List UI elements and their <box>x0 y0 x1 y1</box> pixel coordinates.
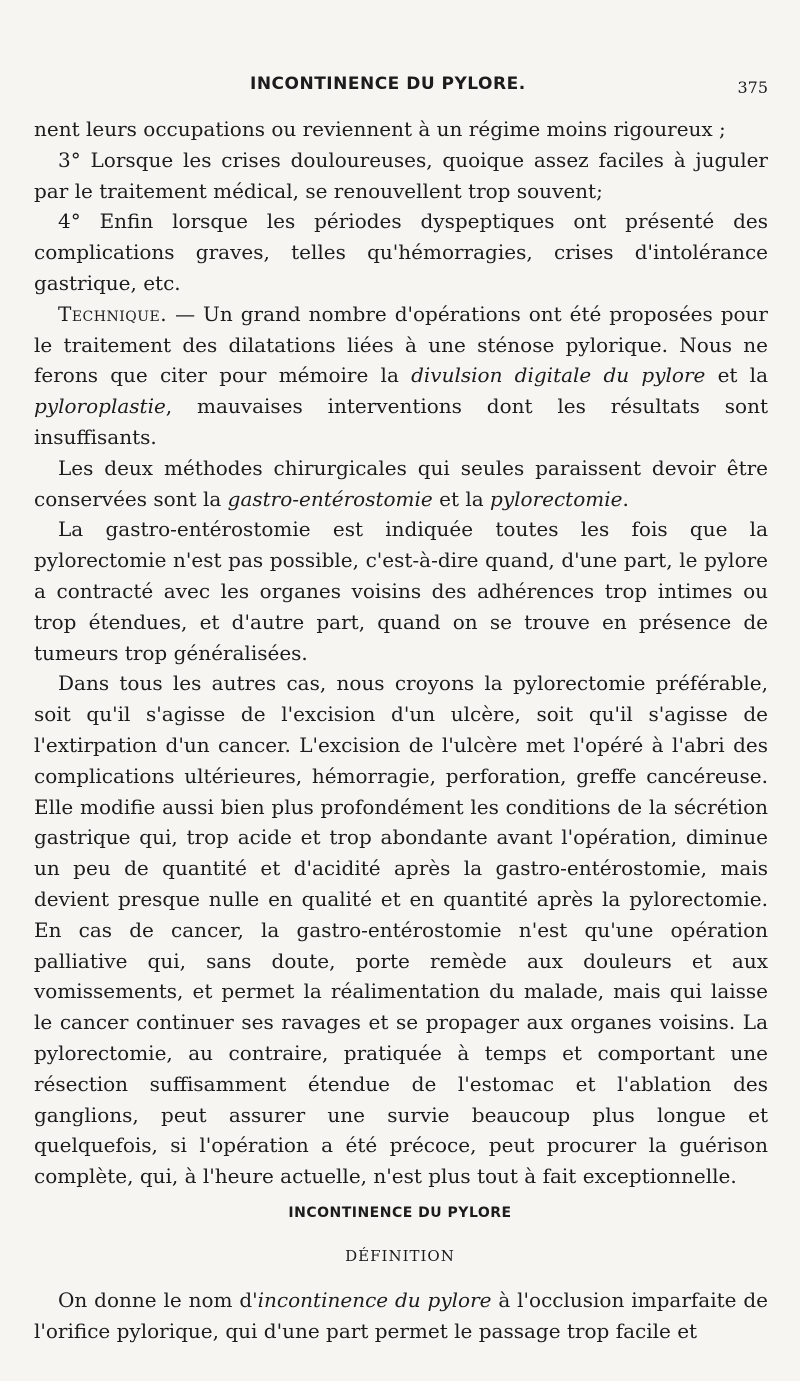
paragraph-3: 4° Enfin lorsque les périodes dyspeptiques ont présenté des complications graves, telles qu'hémorragies, crises d'intolérance gastrique, etc. <box>34 209 768 295</box>
main-text <box>34 114 768 1192</box>
definition-paragraph: On donne le nom d'incontinence du pylore à l'occlusion imparfaite de l'orifice pylorique, qui d'une part permet le passage trop facile et <box>34 1288 768 1343</box>
paragraph-2: 3° Lorsque les crises douloureuses, quoique assez faciles à juguler par le traitement médical, se renouvellent trop souvent; <box>34 147 768 203</box>
section-title: INCONTINENCE DU PYLORE <box>288 1205 512 1221</box>
paragraph-7: Dans tous les autres cas, nous croyons la pylorectomie préférable, soit qu'il s'agisse de l'excision d'un ulcère, soit qu'il s'agisse de l'extirpation d'un cancer. L'excision de l'ulcère met l'opéré à l'abri des complications ultérieures, hémorragie, perforation, greffe cancéreuse. Elle modifie aussi bien plus profondément les conditions de la sécrétion gastrique qui, trop acide et trop abondante avant l'opération, diminue un peu de quantité et d'acidité après la gastro-entérostomie, mais devient presque nulle en qualité et en quantité après la pylorectomie. En cas de cancer, la gastro-entérostomie n'est qu'une opération palliative qui, sans doute, porte remède aux douleurs et aux vomissements, et permet la réalimentation du malade, mais qui laisse le cancer continuer ses ravages et se propager aux organes voisins. La pylorectomie, au contraire, pratiquée à temps et comportant une résection suffisamment étendue de l'estomac et l'ablation des ganglions, peut assurer une survie beaucoup plus longue et quelquefois, si l'opération a été précoce, peut procurer la guérison complète, qui, à l'heure actuelle, n'est plus tout à fait exceptionnelle. <box>34 671 768 1189</box>
section-subtitle: DÉFINITION <box>345 1247 455 1265</box>
paragraph-1: nent leurs occupations ou reviennent à un régime moins rigoureux ; <box>34 117 726 141</box>
emphasis-divulsion: divulsion digitale du pylore <box>411 363 706 388</box>
emphasis-pylorectomie: pylorectomie <box>490 486 623 511</box>
page-number: 375 <box>737 78 768 97</box>
paragraph-technique: Technique. — Un grand nombre d'opérations ont été proposées pour le traitement des dilatations liées à une sténose pylorique. Nous ne ferons que citer pour mémoire la divulsion digitale du pylore et la pyloroplastie, mauvaises interventions dont les résultats sont insuffisants. <box>34 301 768 449</box>
definition-text <box>34 1285 768 1347</box>
emphasis-gastro-enterostomie: gastro-entérostomie <box>227 486 433 511</box>
technique-label: Technique. <box>58 301 168 326</box>
emphasis-incontinence: incontinence du pylore <box>257 1288 492 1312</box>
emphasis-pyloroplastie: pyloroplastie <box>34 394 166 419</box>
paragraph-methods: Les deux méthodes chirurgicales qui seules paraissent devoir être conservées sont la gastro-entérostomie et la pylorectomie. <box>34 455 768 511</box>
paragraph-6: La gastro-entérostomie est indiquée toutes les fois que la pylorectomie n'est pas possible, c'est-à-dire quand, d'une part, le pylore a contracté avec les organes voisins des adhérences trop intimes ou trop étendues, et d'autre part, quand on se trouve en présence de tumeurs trop généralisées. <box>34 517 768 665</box>
running-head: INCONTINENCE DU PYLORE. <box>250 74 526 94</box>
